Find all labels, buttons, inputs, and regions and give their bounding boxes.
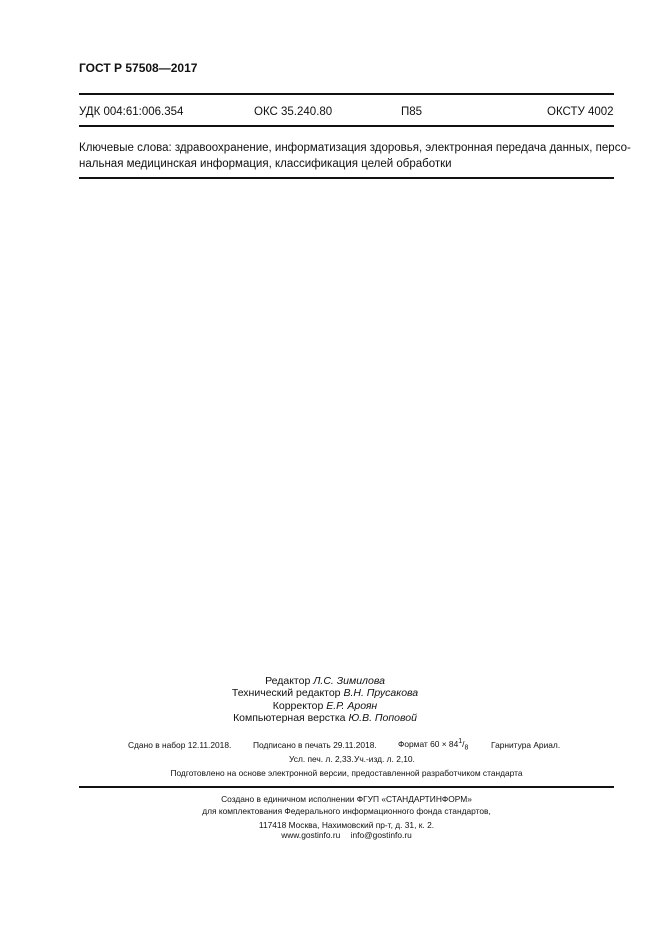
signed-date: Подписано в печать 29.11.2018. [253, 740, 377, 750]
footer-address: 117418 Москва, Нахимовский пр-т, д. 31, к. 2. [258, 820, 435, 830]
credits-block [160, 675, 490, 725]
top-divider [79, 93, 614, 95]
format-info: Формат $60 \times 84^1/_8$ [398, 738, 469, 752]
format-numerator: 1 [458, 738, 463, 745]
prepared-note: Подготовлено на основе электронной версии, предоставленной разработчиком стандарта [170, 768, 523, 778]
layout-label: Компьютерная верстка [233, 712, 346, 725]
corrector-row [160, 700, 490, 712]
keywords-line-2: нальная медицинская информация, классификация целей обработки [79, 158, 452, 170]
p-code: П85 [401, 106, 423, 118]
layout-row [160, 712, 490, 724]
email-link[interactable]: info@gostinfo.ru [350, 830, 412, 840]
udk-code: УДК 004:61:006.354 [79, 106, 184, 118]
font-info: Гарнитура Ариал. [491, 740, 561, 750]
editor-name: Л.С. Зимилова [313, 675, 385, 687]
footer-divider [79, 786, 614, 788]
corrector-label: Корректор [272, 699, 324, 712]
tech-editor-name: В.Н. Прусакова [343, 687, 419, 700]
corrector-name: Е.Р. Ароян [326, 699, 378, 712]
tech-editor-row [160, 687, 490, 699]
footer-line-2: для комплектования Федерального информационного фонда стандартов, [202, 806, 491, 816]
editor-label: Редактор [265, 675, 311, 687]
classification-divider [79, 125, 614, 127]
oks-code: ОКС 35.240.80 [254, 106, 333, 118]
keywords-line-1: Ключевые слова: здравоохранение, информатизация здоровья, электронная передача данных, персо- [79, 142, 631, 154]
layout-name: Ю.В. Поповой [348, 712, 417, 725]
publishing-sheets: Уч.-изд. л. 2,10. [354, 754, 415, 764]
keywords-divider [79, 177, 614, 179]
editor-row [160, 675, 490, 687]
submitted-date: Сдано в набор 12.11.2018. [128, 740, 232, 750]
format-denominator: 8 [464, 744, 469, 752]
format-prefix: Формат 60 × 84 [398, 738, 459, 749]
print-sheets: Усл. печ. л. 2,33. [289, 754, 354, 764]
standard-number: ГОСТ Р 57508—2017 [79, 61, 198, 75]
footer-line-1: Создано в единичном исполнении ФГУП «СТАНДАРТИНФОРМ» [221, 794, 472, 804]
footer-contacts [79, 830, 614, 840]
keywords-block [79, 140, 631, 172]
website-link[interactable]: www.gostinfo.ru [281, 830, 341, 840]
okstu-code: ОКСТУ 4002 [547, 106, 614, 118]
tech-editor-label: Технический редактор [231, 687, 341, 700]
